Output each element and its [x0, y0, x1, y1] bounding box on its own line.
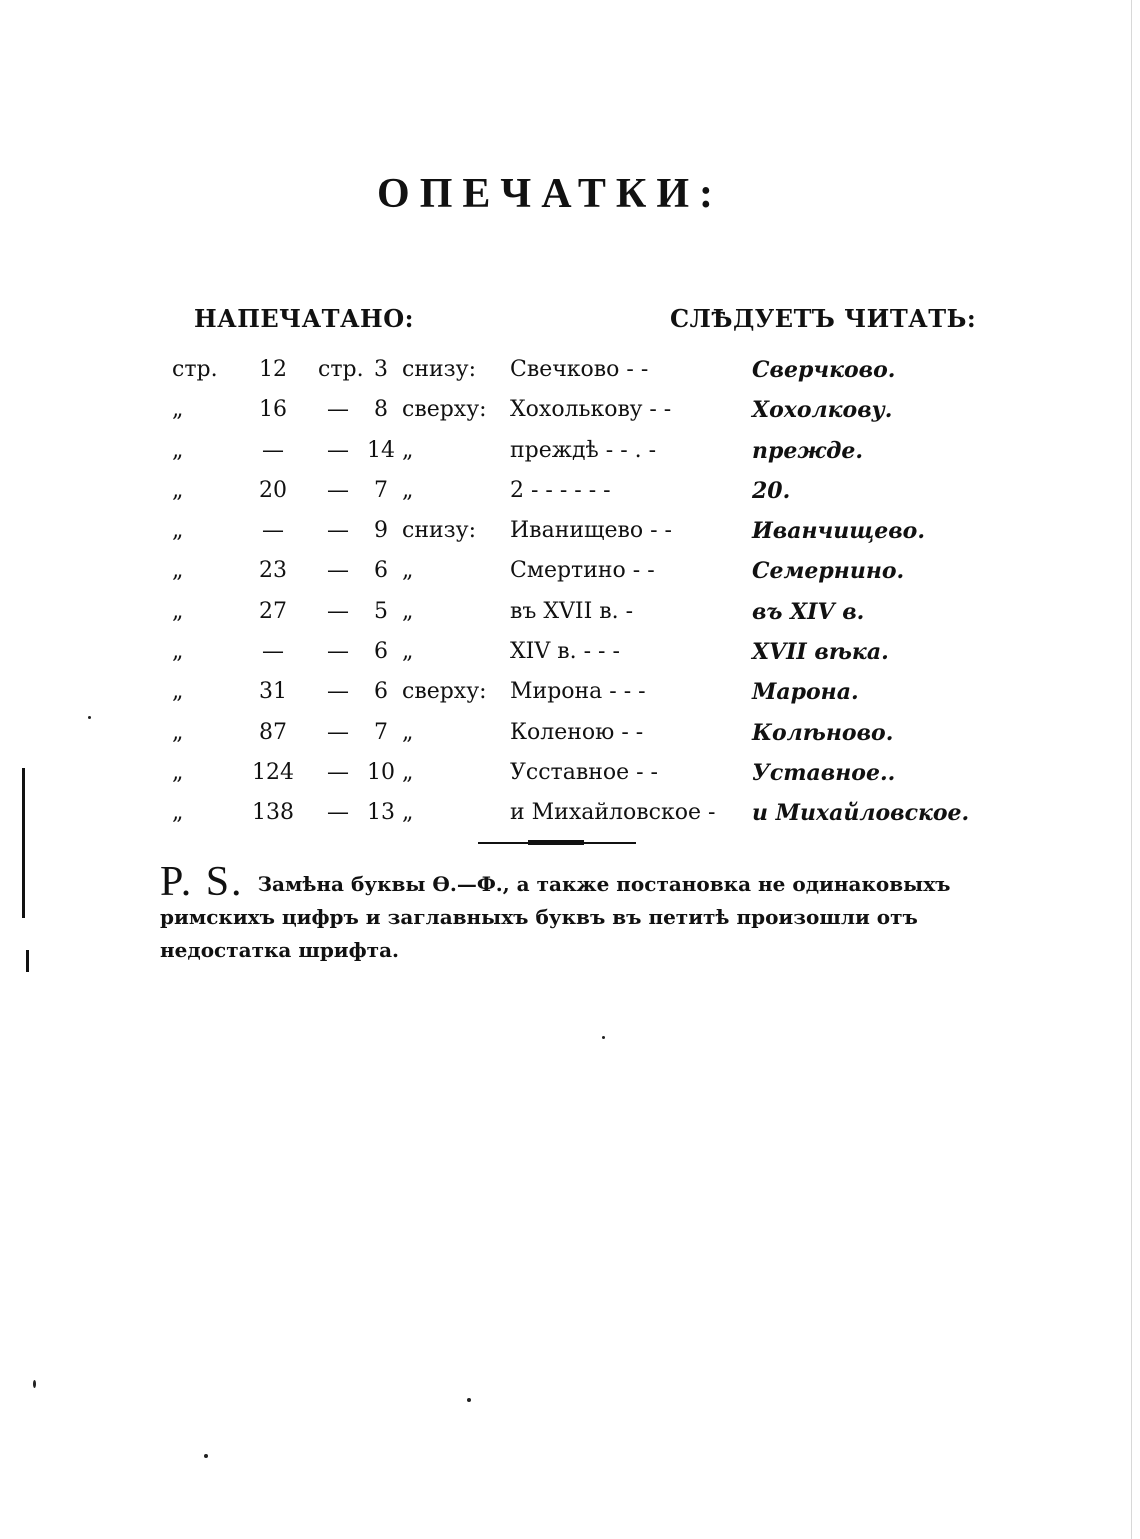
header-should-read: СЛѢДУЕТЪ ЧИТАТЬ: [670, 304, 977, 333]
errata-position: сверху: [402, 397, 487, 423]
errata-ref: стр. [172, 357, 218, 382]
errata-page: 31 [259, 679, 287, 705]
errata-ref: „ [172, 518, 184, 544]
header-printed: НАПЕЧАТАНО: [194, 304, 414, 333]
errata-printed: въ XVII в. - [510, 598, 634, 624]
errata-ref: „ [172, 437, 184, 463]
errata-printed: Хохольковy - - [510, 397, 672, 423]
errata-line: 5 [374, 598, 388, 624]
errata-line: 6 [374, 558, 388, 584]
errata-row [0, 715, 1140, 755]
scan-speck [88, 716, 91, 719]
errata-line: 13 [367, 800, 395, 826]
errata-separator: — [327, 558, 349, 584]
errata-row [0, 553, 1140, 593]
errata-row [0, 392, 1140, 432]
errata-line: 6 [374, 639, 388, 665]
errata-page: 16 [259, 397, 287, 423]
errata-separator: — [327, 437, 349, 463]
errata-line: 6 [374, 679, 388, 705]
errata-separator: — [327, 397, 349, 423]
errata-separator: — [327, 800, 349, 826]
errata-correct: 20. [752, 477, 791, 504]
errata-printed: XIV в. - - - [510, 639, 620, 665]
errata-separator: — [327, 679, 349, 705]
errata-page: — [262, 437, 284, 463]
errata-printed: Усставное - - [510, 759, 658, 785]
errata-printed: Смертино - - [510, 558, 655, 584]
errata-separator: — [327, 518, 349, 544]
errata-correct: Семернино. [752, 558, 905, 585]
errata-separator: — [327, 639, 349, 665]
errata-position: снизу: [402, 518, 477, 544]
errata-page: 124 [252, 759, 294, 785]
errata-row [0, 594, 1140, 634]
errata-correct: и Михайловское. [752, 800, 970, 827]
errata-ref: „ [172, 679, 184, 705]
errata-printed: преждѣ - - . - [510, 437, 657, 463]
errata-correct: Сверчково. [752, 357, 896, 383]
errata-page: 138 [252, 800, 294, 826]
errata-correct: Уставное.. [752, 759, 896, 786]
errata-ref: „ [172, 598, 184, 624]
scan-speck [467, 1398, 471, 1402]
errata-page: — [262, 639, 284, 665]
errata-correct: Иванчищево. [752, 518, 925, 545]
scan-speck [204, 1454, 208, 1458]
scan-speck [33, 1380, 36, 1388]
errata-row [0, 674, 1140, 714]
errata-correct: въ XIV в. [752, 598, 865, 625]
errata-row [0, 433, 1140, 473]
page-title: ОПЕЧАТКИ: [377, 171, 723, 217]
errata-row [0, 473, 1140, 513]
errata-line: 7 [374, 719, 388, 745]
errata-ref: „ [172, 477, 184, 503]
errata-printed: Коленою - - [510, 719, 644, 745]
errata-page: 27 [259, 598, 287, 624]
errata-correct: прежде. [752, 437, 864, 464]
scan-speck [602, 1036, 605, 1039]
errata-position: „ [402, 437, 414, 463]
errata-position: „ [402, 719, 414, 745]
scan-mark [22, 768, 25, 918]
errata-row [0, 755, 1140, 795]
errata-page: 12 [259, 357, 287, 382]
errata-position: сверху: [402, 679, 487, 705]
errata-row [0, 795, 1140, 835]
errata-ref: „ [172, 558, 184, 584]
errata-correct: Хохолкову. [752, 397, 893, 424]
errata-page: 87 [259, 719, 287, 745]
errata-page: 23 [259, 558, 287, 584]
separator-rule-thick [528, 840, 584, 845]
errata-line: 3 [374, 357, 388, 382]
errata-separator: — [327, 719, 349, 745]
errata-ref: „ [172, 759, 184, 785]
errata-page: — [262, 518, 284, 544]
errata-position: „ [402, 598, 414, 624]
errata-separator: — [327, 759, 349, 785]
errata-correct: Марона. [752, 679, 859, 706]
errata-separator: — [327, 598, 349, 624]
errata-row [0, 634, 1140, 674]
errata-printed: Иванищево - - [510, 518, 672, 544]
errata-line: 8 [374, 397, 388, 423]
errata-line: 10 [367, 759, 395, 785]
errata-row [0, 513, 1140, 553]
errata-printed: и Михайловское - [510, 800, 716, 826]
errata-separator: стр. [318, 357, 364, 382]
errata-ref: „ [172, 719, 184, 745]
errata-printed: 2 - - - - - - [510, 477, 611, 503]
errata-ref: „ [172, 639, 184, 665]
errata-line: 14 [367, 437, 395, 463]
postscript [160, 859, 960, 967]
errata-separator: — [327, 477, 349, 503]
errata-position: „ [402, 759, 414, 785]
errata-printed: Мирона - - - [510, 679, 646, 705]
errata-position: „ [402, 800, 414, 826]
errata-position: снизу: [402, 357, 477, 382]
errata-position: „ [402, 558, 414, 584]
errata-line: 9 [374, 518, 388, 544]
errata-correct: XVII вѣка. [752, 639, 889, 666]
errata-table [0, 352, 1140, 836]
errata-row [0, 352, 1140, 392]
errata-correct: Колѣново. [752, 719, 894, 746]
errata-page: 20 [259, 477, 287, 503]
errata-ref: „ [172, 800, 184, 826]
errata-position: „ [402, 477, 414, 503]
errata-line: 7 [374, 477, 388, 503]
scan-mark [26, 950, 29, 972]
postscript-text: Замѣна буквы Ѳ.—Ф., а также постановка не одинаковыхъ римскихъ цифръ и заглавныхъ буквъ въ петитѣ произошли отъ недостатка шрифта. [160, 872, 951, 962]
errata-position: „ [402, 639, 414, 665]
errata-printed: Свечково - - [510, 357, 649, 382]
errata-ref: „ [172, 397, 184, 423]
postscript-mark: P. S. [160, 859, 244, 905]
